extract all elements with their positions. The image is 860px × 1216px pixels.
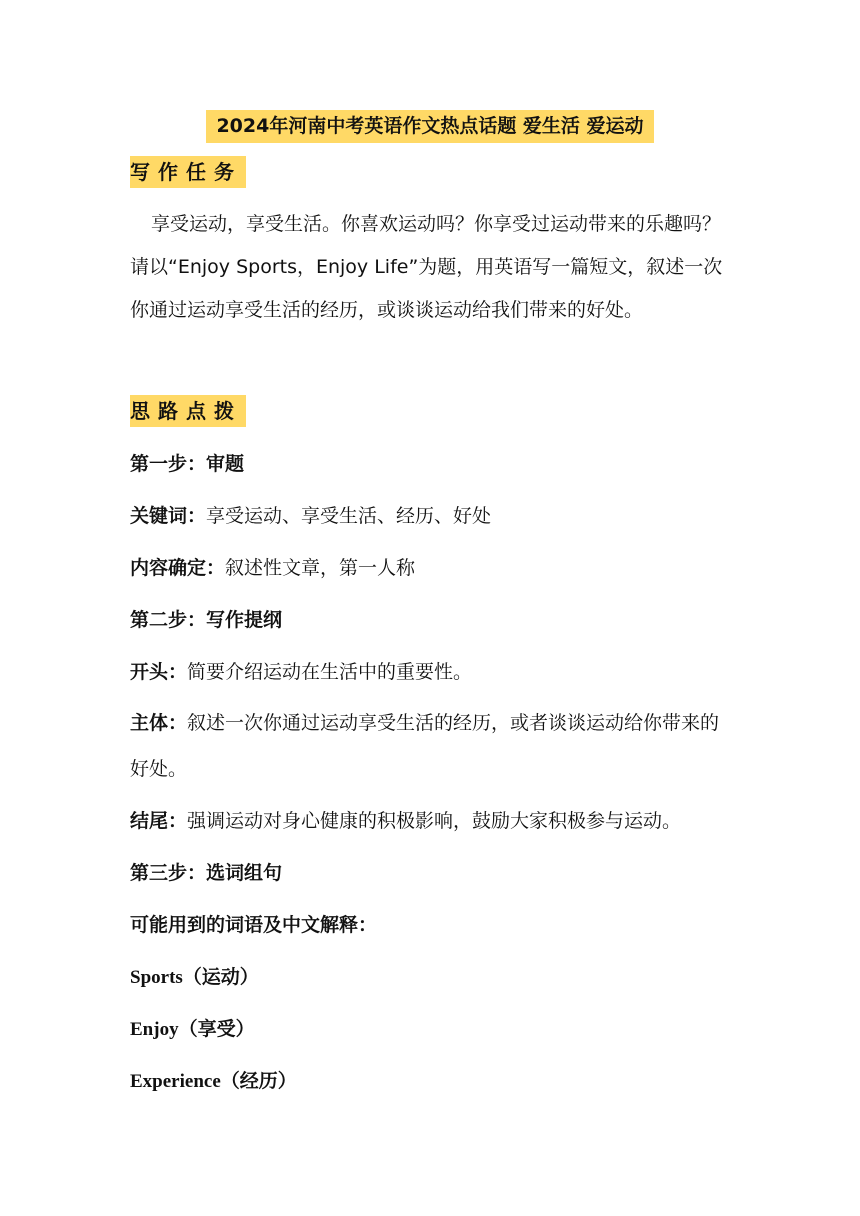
step-2-heading: 第二步：写作提纲 — [130, 609, 283, 631]
vocab-chinese: （享受） — [178, 1018, 255, 1040]
keywords-line — [130, 500, 735, 532]
body-line — [130, 700, 730, 792]
section-heading-writing-task: 写作任务 — [130, 156, 246, 188]
content-label: 内容确定： — [130, 557, 226, 579]
vocab-item — [130, 961, 735, 994]
opening-label: 开头： — [130, 661, 188, 683]
content-value: 叙述性文章，第一人称 — [225, 557, 416, 579]
vocab-item — [130, 1013, 735, 1046]
opening-value: 简要介绍运动在生活中的重要性。 — [187, 661, 473, 683]
vocab-intro: 可能用到的词语及中文解释： — [130, 914, 378, 936]
title-container — [0, 110, 860, 143]
vocab-english: Experience — [130, 1071, 221, 1092]
document-title: 2024年河南中考英语作文热点话题 爱生活 爱运动 — [206, 110, 653, 143]
step-1-heading: 第一步：审题 — [130, 453, 245, 475]
vocab-chinese: （经历） — [220, 1070, 297, 1092]
body-value: 叙述一次你通过运动享受生活的经历，或者谈谈运动给你带来的好处。 — [130, 712, 720, 780]
body-label: 主体： — [130, 712, 188, 734]
section-heading-guidance: 思路点拨 — [130, 395, 246, 427]
vocab-english: Sports — [130, 967, 183, 988]
vocab-chinese: （运动） — [182, 966, 259, 988]
opening-line — [130, 656, 735, 688]
writing-task-paragraph: 享受运动，享受生活。你喜欢运动吗？你享受过运动带来的乐趣吗？请以“Enjoy Sports，Enjoy Life”为题，用英语写一篇短文，叙述一次你通过运动享受生活的经历，或谈谈运动给我们带来的好处。 — [130, 213, 723, 321]
step-3-heading: 第三步：选词组句 — [130, 862, 283, 884]
keywords-value: 享受运动、享受生活、经历、好处 — [206, 505, 492, 527]
ending-label: 结尾： — [130, 810, 188, 832]
keywords-label: 关键词： — [130, 505, 207, 527]
ending-value: 强调运动对身心健康的积极影响，鼓励大家积极参与运动。 — [187, 810, 682, 832]
vocab-english: Enjoy — [130, 1019, 179, 1040]
vocab-item — [130, 1065, 735, 1098]
content-line — [130, 552, 735, 584]
ending-line — [130, 805, 735, 837]
